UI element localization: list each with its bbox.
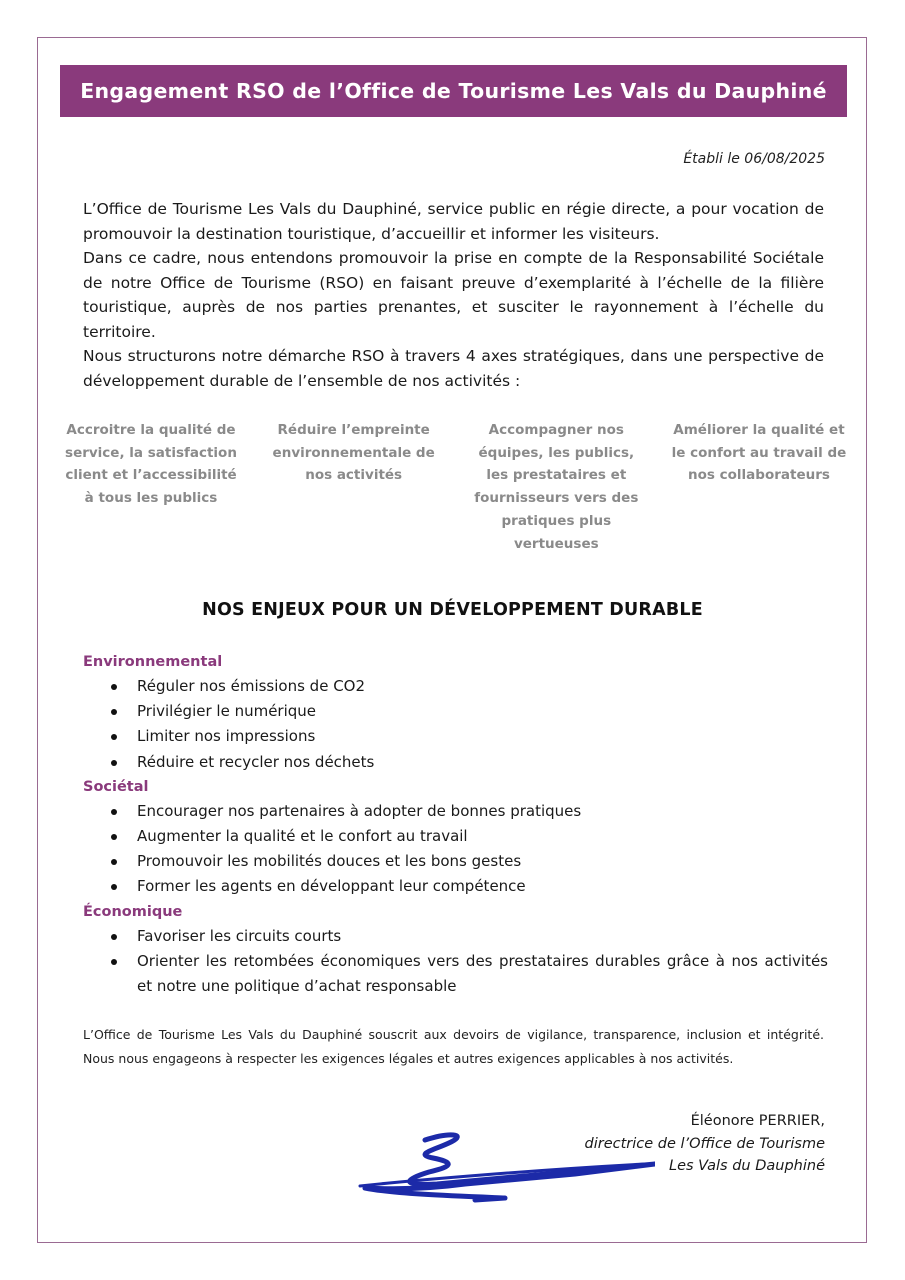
page-title: Engagement RSO de l’Office de Tourisme Les Vals du Dauphiné (80, 79, 827, 103)
signatory-role: directrice de l’Office de Tourisme (584, 1135, 825, 1152)
list-item: Promouvoir les mobilités douces et les bons gestes (83, 849, 828, 874)
enjeux-list (83, 650, 828, 999)
compliance-statement: L’Office de Tourisme Les Vals du Dauphiné souscrit aux devoirs de vigilance, transparence, inclusion et intégrité. Nous nous engageons à respecter les exigences légales et autres exigences applicables à nos activités. (83, 1027, 824, 1066)
societal-items (83, 799, 828, 900)
signatory-name: Éléonore PERRIER, (690, 1113, 825, 1129)
category-environmental: Environnemental (83, 654, 223, 670)
axis-environment: Réduire l’empreinte environnementale de nos activités (272, 422, 435, 484)
list-item: Limiter nos impressions (83, 724, 828, 749)
economic-items (83, 924, 828, 1000)
list-item: Réduire et recycler nos déchets (83, 750, 828, 775)
intro-paragraph: L’Office de Tourisme Les Vals du Dauphiné, service public en régie directe, a pour vocation de promouvoir la destination touristique, d’accueillir et informer les visiteurs. (83, 200, 824, 243)
list-item: Orienter les retombées économiques vers des prestataires durables grâce à nos activités et notre une politique d’achat responsable (83, 949, 828, 999)
category-economic: Économique (83, 903, 183, 920)
list-item: Favoriser les circuits courts (83, 924, 828, 949)
signatory-organization: Les Vals du Dauphiné (668, 1158, 825, 1174)
axis-quality: Accroitre la qualité de service, la satisfaction client et l’accessibilité à tous les publics (65, 422, 237, 507)
list-item: Former les agents en développant leur compétence (83, 874, 828, 899)
intro-text (83, 197, 824, 393)
signatory-block (585, 1110, 826, 1178)
category-societal: Sociétal (83, 778, 149, 795)
section-title: NOS ENJEUX POUR UN DÉVELOPPEMENT DURABLE (202, 600, 703, 620)
list-item: Privilégier le numérique (83, 699, 828, 724)
list-item: Augmenter la qualité et le confort au travail (83, 824, 828, 849)
list-item: Réguler nos émissions de CO2 (83, 674, 828, 699)
intro-paragraph: Nous structurons notre démarche RSO à travers 4 axes stratégiques, dans une perspective de développement durable de l’ensemble de nos activités : (83, 347, 824, 390)
environmental-items (83, 674, 828, 775)
axis-support: Accompagner nos équipes, les publics, les prestataires et fournisseurs vers des pratiques plus vertueuses (474, 422, 639, 552)
list-item: Encourager nos partenaires à adopter de bonnes pratiques (83, 799, 828, 824)
intro-paragraph: Dans ce cadre, nous entendons promouvoir la prise en compte de la Responsabilité Sociétale de notre Office de Tourisme (RSO) en faisant preuve d’exemplarité à l’échelle de la filière touristique, auprès de nos parties prenantes, et susciter le rayonnement à l’échelle du territoire. (83, 249, 824, 341)
strategic-axes (60, 419, 850, 555)
axis-work-comfort: Améliorer la qualité et le confort au travail de nos collaborateurs (671, 422, 847, 484)
page-title-banner (60, 65, 847, 117)
date-established: Établi le 06/08/2025 (683, 151, 825, 167)
